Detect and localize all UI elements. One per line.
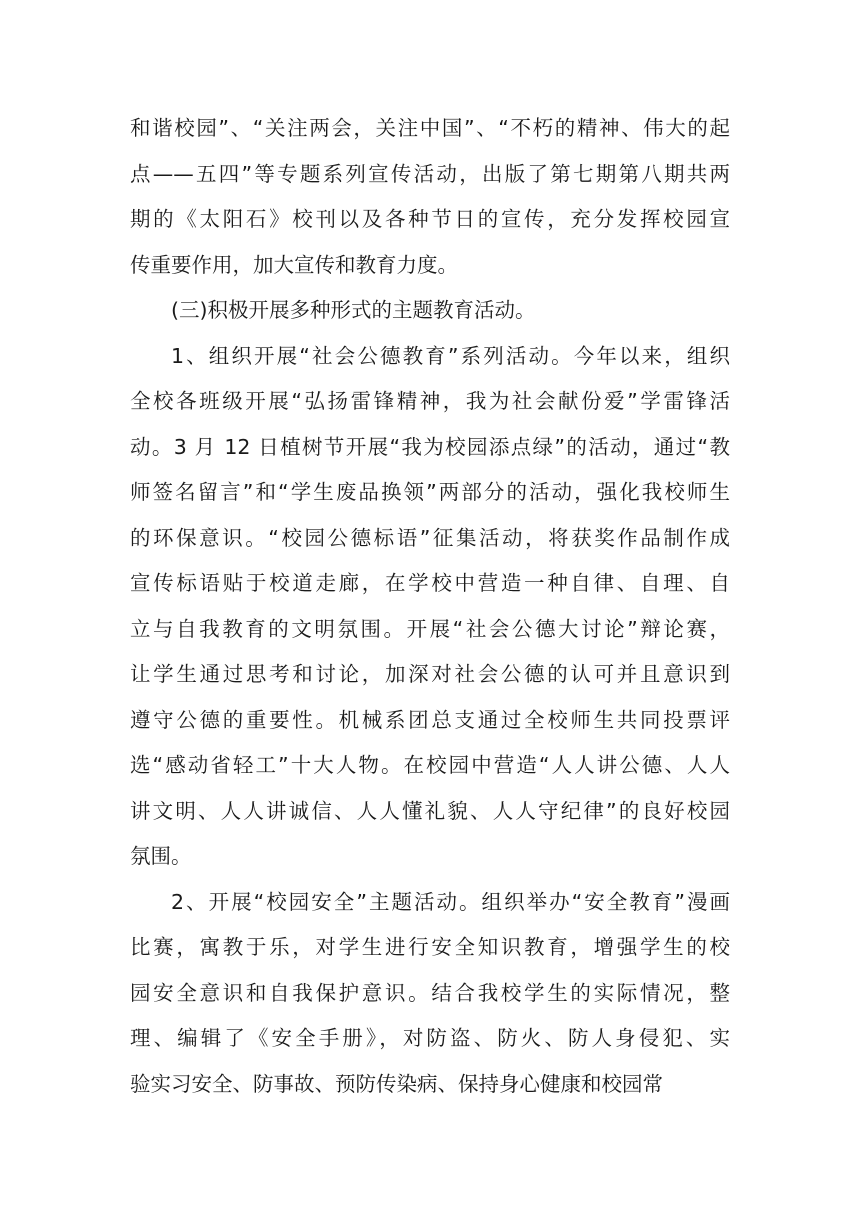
text-line: 理、编辑了《安全手册》，对防盗、防火、防人身侵犯、实 (130, 1026, 730, 1050)
paragraph (130, 106, 730, 288)
text-line: 师签名留言”和“学生废品换领”两部分的活动，强化我校师生 (130, 480, 730, 504)
text-line: 氛围。 (130, 844, 192, 868)
text-line: (三)积极开展多种形式的主题教育活动。 (171, 298, 536, 322)
paragraph (130, 334, 730, 880)
text-line: 的环保意识。“校园公德标语”征集活动，将获奖作品制作成 (130, 525, 730, 550)
text-line: 传重要作用，加大宣传和教育力度。 (130, 252, 458, 277)
paragraph (130, 880, 730, 1108)
text-line: 验实习安全、防事故、预防传染病、保持身心健康和校园常 (130, 1071, 663, 1096)
text-line: 立与自我教育的文明氛围。开展“社会公德大讨论”辩论赛， (130, 616, 730, 641)
text-line: 全校各班级开展“弘扬雷锋精神，我为社会献份爱”学雷锋活 (130, 389, 730, 413)
text-line: 2、开展“校园安全”主题活动。组织举办“安全教育”漫画 (171, 889, 730, 914)
text-line: 比赛，寓教于乐，对学生进行安全知识教育，增强学生的校 (130, 935, 730, 959)
text-line: 1、组织开展“社会公德教育”系列活动。今年以来，组织 (171, 343, 730, 368)
text-line: 期的《太阳石》校刊以及各种节日的宣传，充分发挥校园宣 (130, 207, 730, 231)
text-line: 宣传标语贴于校道走廊，在学校中营造一种自律、自理、自 (130, 571, 730, 595)
text-line: 遵守公德的重要性。机械系团总支通过全校师生共同投票评 (130, 707, 730, 732)
body-text (130, 106, 730, 1107)
text-line: 讲文明、人人讲诚信、人人懂礼貌、人人守纪律”的良好校园 (130, 798, 730, 823)
text-line: 园安全意识和自我保护意识。结合我校学生的实际情况，整 (130, 980, 730, 1005)
text-line: 和谐校园”、“关注两会，关注中国”、“不朽的精神、伟大的起 (130, 116, 730, 140)
text-line: 动。3 月 12 日植树节开展“我为校园添点绿”的活动，通过“教 (130, 434, 730, 459)
text-line: 选“感动省轻工”十大人物。在校园中营造“人人讲公德、人人 (130, 753, 730, 777)
paragraph (130, 288, 730, 334)
text-line: 点——五四”等专题系列宣传活动，出版了第七期第八期共两 (130, 161, 730, 186)
text-line: 让学生通过思考和讨论，加深对社会公德的认可并且意识到 (130, 662, 730, 686)
